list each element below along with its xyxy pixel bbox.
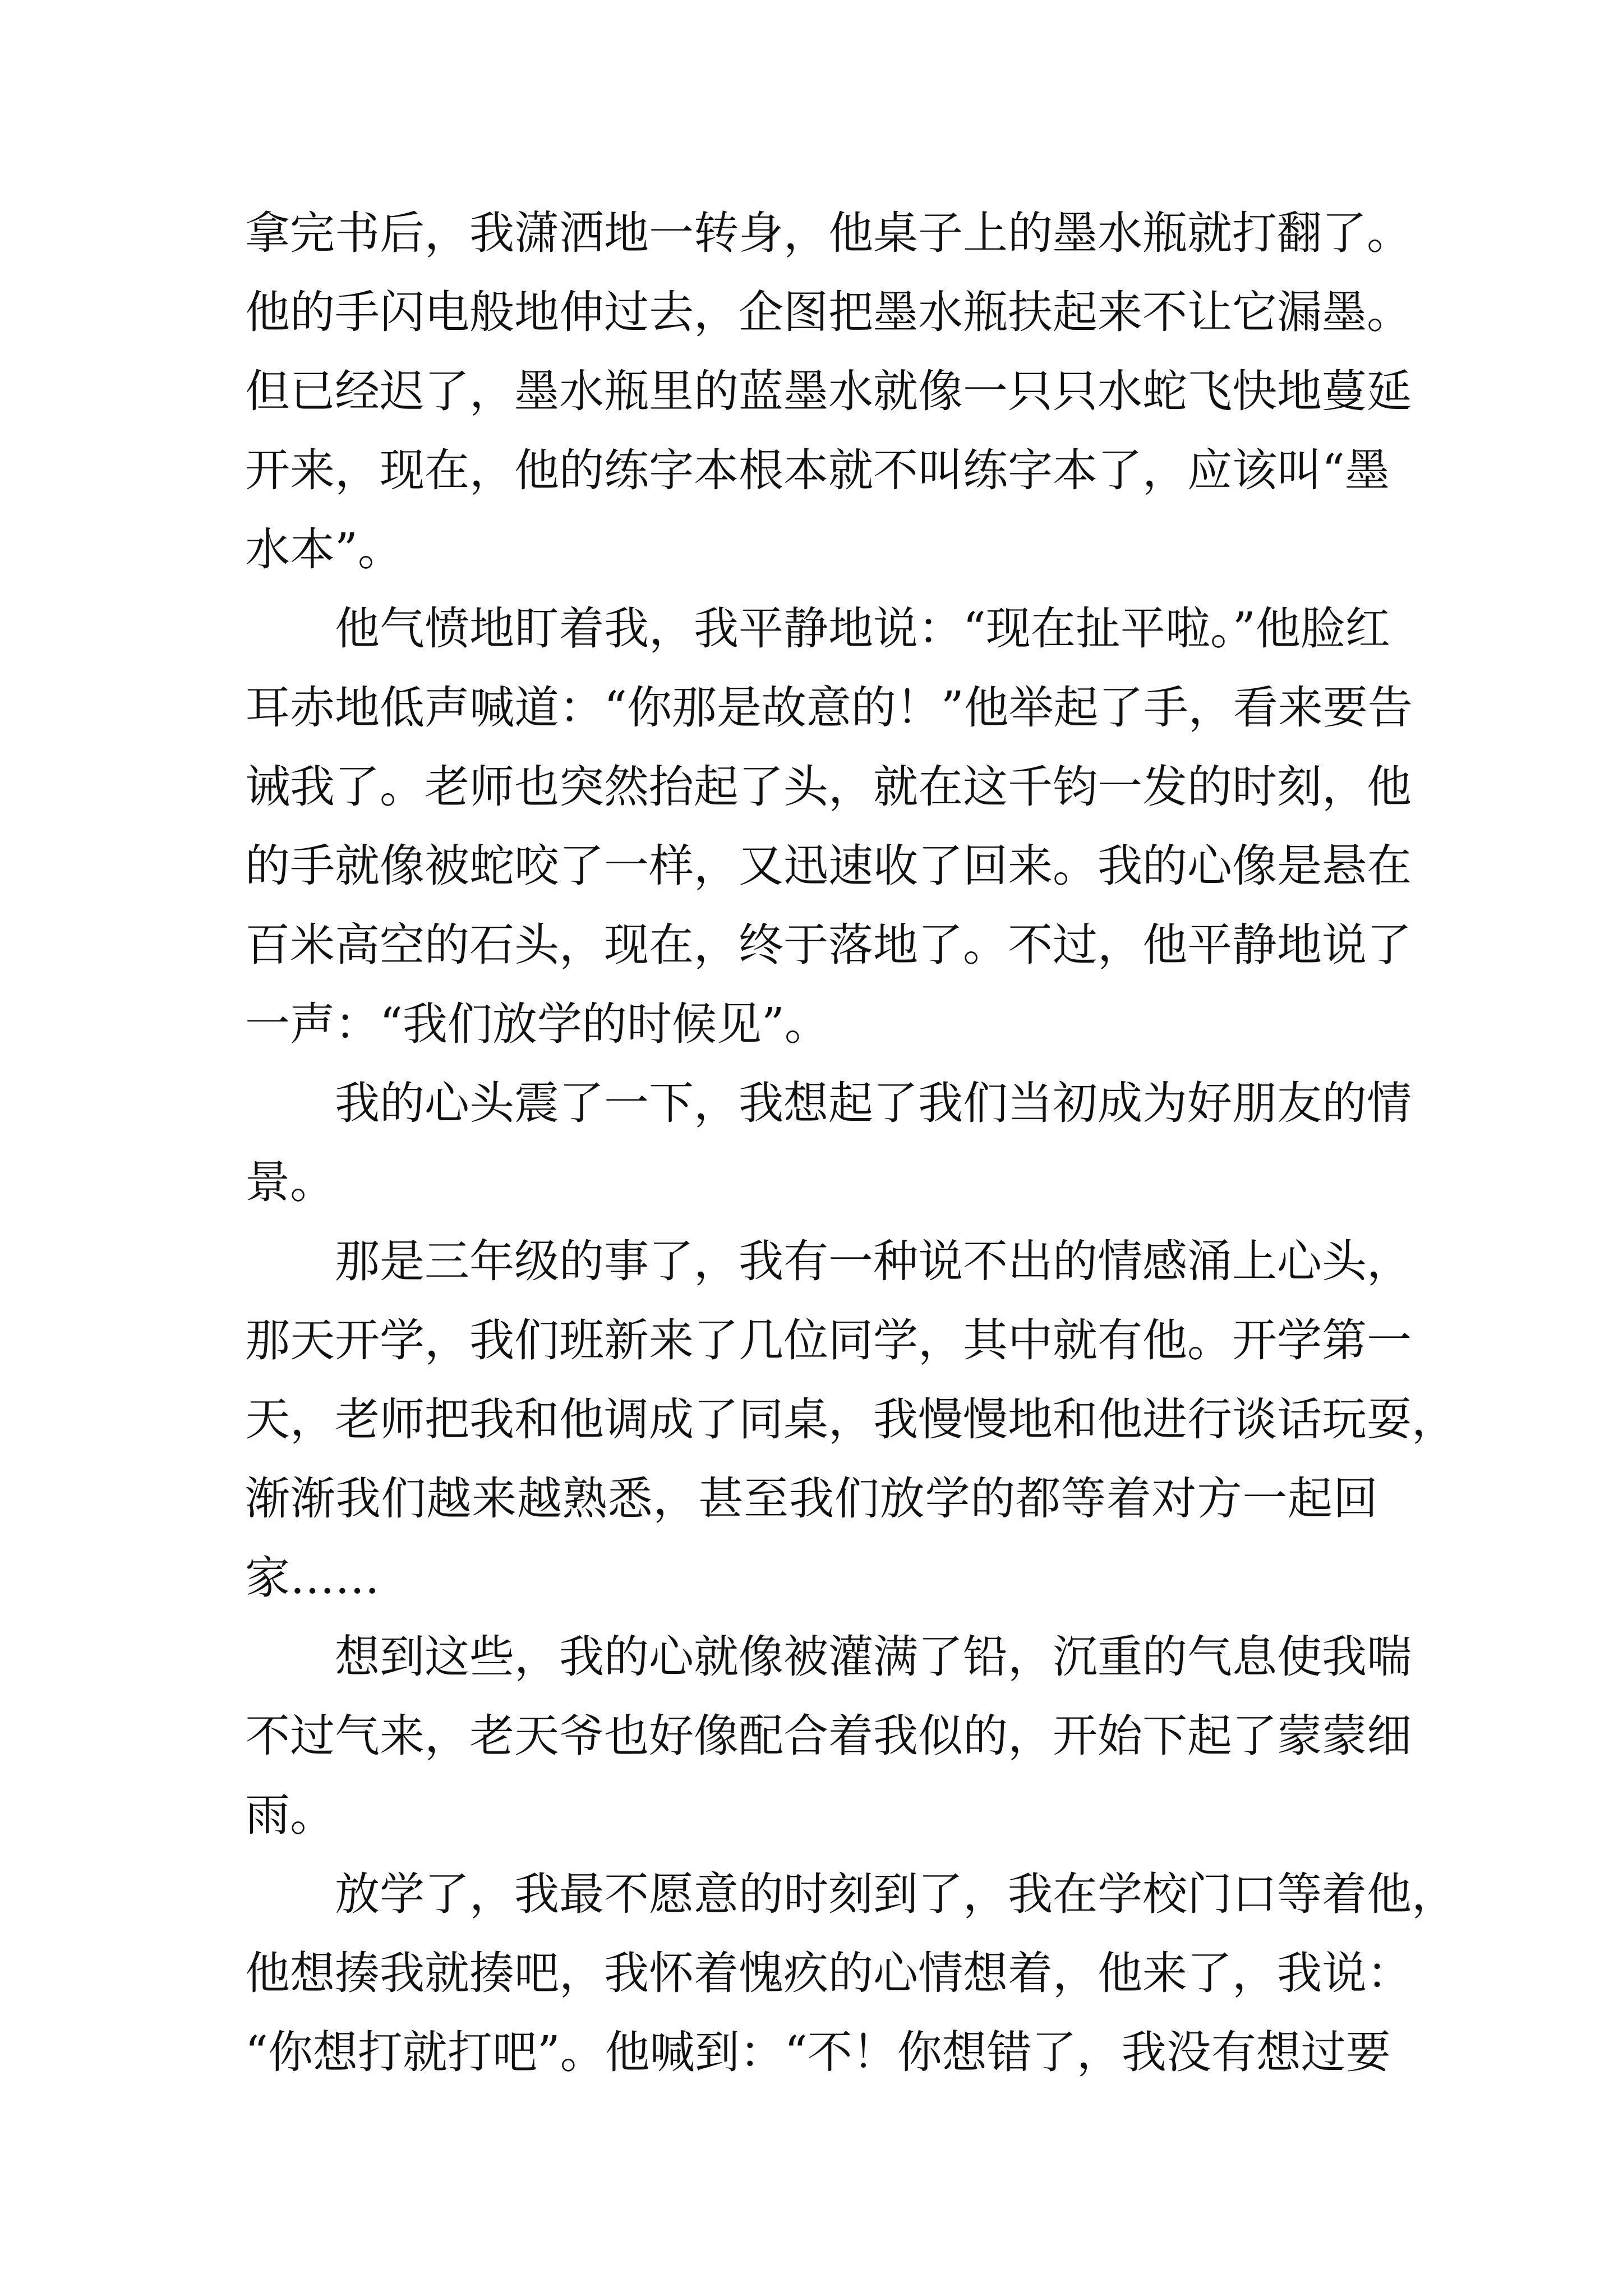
paragraph — [245, 1617, 1412, 1855]
text-line: 雨。 — [245, 1789, 335, 1841]
text-line: 那天开学，我们班新来了几位同学，其中就有他。开学第一 — [245, 1314, 1412, 1366]
text-line: 他想揍我就揍吧，我怀着愧疚的心情想着，他来了，我说： — [245, 1947, 1412, 1999]
text-line: 不过气来，老天爷也好像配合着我似的，开始下起了蒙蒙细 — [245, 1710, 1412, 1762]
text-line: 一声：“我们放学的时候见”。 — [245, 998, 829, 1050]
text-line: 天，老师把我和他调成了同桌，我慢慢地和他进行谈话玩耍， — [245, 1393, 1456, 1446]
paragraph — [245, 1855, 1456, 2092]
text-line: 想到这些，我的心就像被灌满了铅，沉重的气息使我喘 — [335, 1631, 1412, 1683]
text-line: 耳赤地低声喊道：“你那是故意的！”他举起了手，看来要告 — [245, 682, 1413, 734]
text-line: 他的手闪电般地伸过去，企图把墨水瓶扶起来不让它漏墨。 — [245, 286, 1412, 338]
text-line: 拿完书后，我潇洒地一转身，他桌子上的墨水瓶就打翻了。 — [245, 207, 1412, 259]
text-line: 诫我了。老师也突然抬起了头，就在这千钧一发的时刻，他 — [245, 761, 1412, 813]
paragraph — [245, 589, 1413, 1064]
body-text — [245, 194, 1456, 2092]
text-line: 那是三年级的事了，我有一种说不出的情感涌上心头， — [335, 1235, 1412, 1287]
text-line: 他气愤地盯着我，我平静地说：“现在扯平啦。”他脸红 — [335, 602, 1390, 655]
text-line: 家…… — [245, 1552, 380, 1604]
text-line: 的手就像被蛇咬了一样，又迅速收了回来。我的心像是悬在 — [245, 840, 1412, 892]
text-line: 渐渐我们越来越熟悉，甚至我们放学的都等着对方一起回 — [245, 1473, 1378, 1525]
text-line: 放学了，我最不愿意的时刻到了，我在学校门口等着他， — [335, 1868, 1456, 1920]
text-line: 但已经迟了，墨水瓶里的蓝墨水就像一只只水蛇飞快地蔓延 — [245, 365, 1412, 417]
text-line: 我的心头震了一下，我想起了我们当初成为好朋友的情 — [335, 1077, 1412, 1129]
paragraph — [245, 1222, 1456, 1617]
paragraph — [245, 1064, 1412, 1222]
text-line: 百米高空的石头，现在，终于落地了。不过，他平静地说了 — [245, 919, 1412, 971]
text-line: 景。 — [245, 1156, 335, 1208]
text-line: “你想打就打吧”。他喊到：“不！你想错了，我没有想过要 — [245, 2026, 1391, 2078]
text-line: 水本”。 — [245, 523, 403, 576]
paragraph — [245, 194, 1412, 589]
text-line: 开来，现在，他的练字本根本就不叫练字本了，应该叫“墨 — [245, 444, 1390, 496]
